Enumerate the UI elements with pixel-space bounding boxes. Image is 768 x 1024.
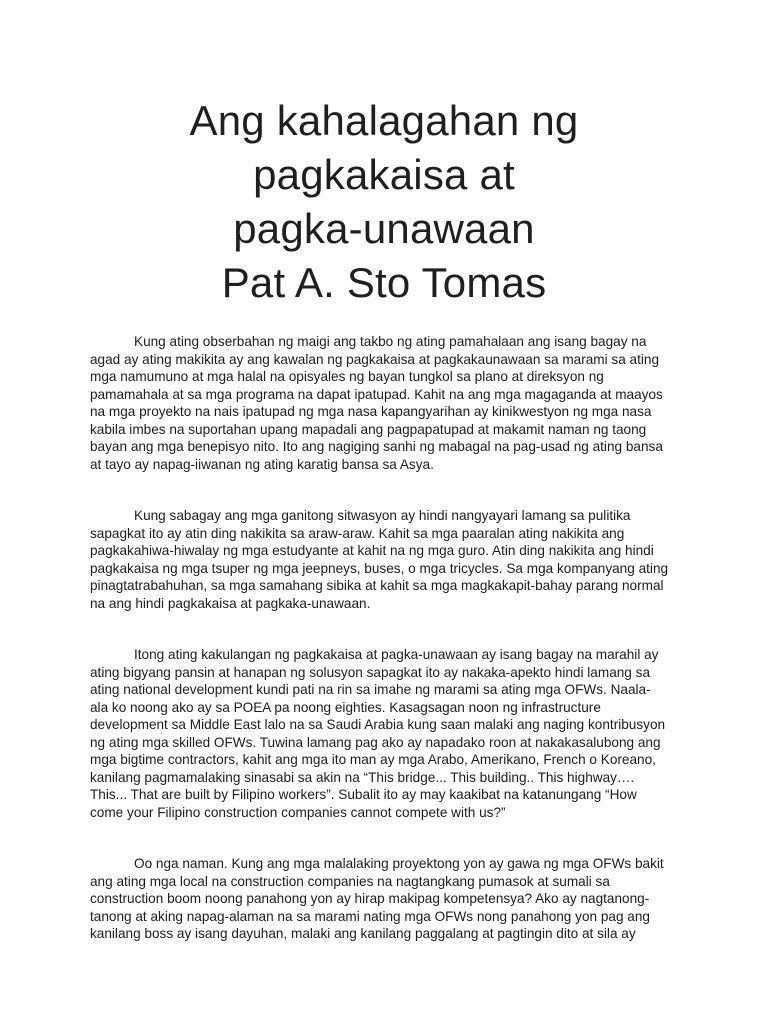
text-line: pagkakahiwa-hiwalay ng mga estudyante at kahit na ng mga guro. Atin ding nakikita ang hindi — [90, 543, 654, 558]
document-body — [90, 333, 690, 977]
text-line: Kung ating obserbahan ng maigi ang takbo ng ating pamahalaan ang isang bagay na — [134, 334, 647, 349]
text-line: ala ko noong ako ay sa POEA pa noong eighties. Kasagsagan noon ng infrastructure — [90, 699, 601, 715]
text-line: sapagkat ito ay atin ding nakikita sa araw-araw. Kahit sa mga paaralan ating nakikita ang — [90, 525, 625, 541]
paragraph-1 — [90, 333, 690, 473]
text-line: This... That are built by Filipino workers”. Subalit ito ay may kaakibat na katanungang “How — [90, 787, 637, 802]
text-line: mga namumuno at mga halal na opisyales ng bayan tungkol sa plano at direksyon ng — [90, 369, 604, 384]
title-line-2: pagkakaisa at — [253, 151, 515, 198]
text-line: pamamahala at sa mga programa na dapat ipatupad. Kahit na ang mga magaganda at maayos — [90, 386, 663, 402]
title-line-3: pagka-unawaan — [233, 205, 535, 252]
text-line: tanong at aking napag-alaman na sa marami nating mga OFWs nong panahong yon pag ang — [90, 908, 650, 924]
text-line: agad ay ating makikita ay ang kawalan ng pagkakaisa at pagkakaunawaan sa marami sa ating — [90, 351, 660, 367]
text-line: ang ating mga local na construction companies na nagtangkang pumasok at sumali sa — [90, 873, 610, 889]
text-line: pinagtatrabahuhan, sa mga samahang sibika at kahit sa mga magkakapit-bahay parang normal — [90, 578, 664, 593]
text-line: construction boom noong panahong yon ay hirap makipag kompetensya? Ako ay nagtanong- — [90, 891, 650, 906]
text-line: development sa Middle East lalo na sa Saudi Arabia kung saan malaki ang naging kontribusyon — [90, 717, 666, 732]
document-author: Pat A. Sto Tomas — [221, 259, 547, 306]
paragraph-4 — [90, 855, 690, 943]
paragraph-2 — [90, 507, 690, 612]
text-line: na ang hindi pagkakaisa at pagkaka-unawaan. — [90, 595, 371, 611]
text-line: at tayo ay napag-iiwanan ng ating karatig bansa sa Asya. — [90, 456, 434, 472]
text-line: bayan ang mga benepisyo nito. Ito ang nagiging sanhi ng mabagal na pag-usad ng ating bansa — [90, 439, 663, 454]
paragraph-3 — [90, 646, 690, 821]
text-line: Itong ating kakulangan ng pagkakaisa at pagka-unawaan ay isang bagay na marahil ay — [134, 647, 659, 662]
text-line: ating national development kundi pati na rin sa imahe ng marami sa ating mga OFWs. Naala- — [90, 682, 651, 697]
text-line: mga bigtime contractors, kahit ang mga ito man ay mga Arabo, Amerikano, French o Koreano, — [90, 752, 656, 767]
text-line: ng ating mga skilled OFWs. Tuwina lamang pag ako ay napadako roon at nakakasalubong ang — [90, 734, 661, 750]
text-line: kabila imbes na suportahan upang mapadali ang pagpapatupad at makamit naman ng taong — [90, 421, 647, 437]
text-line: Kung sabagay ang mga ganitong sitwasyon ay hindi nangyayari lamang sa pulitika — [134, 508, 631, 523]
title-line-1: Ang kahalagahan ng — [189, 97, 579, 144]
text-line: Oo nga naman. Kung ang mga malalaking proyektong yon ay gawa ng mga OFWs bakit — [134, 856, 664, 871]
document-title — [0, 94, 768, 310]
text-line: pagkakaisa ng mga tsuper ng mga jeepneys, buses, o mga tricycles. Sa mga kompanyang ating — [90, 560, 669, 576]
text-line: na mga proyekto na nais ipatupad ng mga nasa kapangyarihan ay kinikwestyon ng mga nasa — [90, 404, 652, 419]
text-line: kanilang pagmamalaking sinasabi sa akin na “This bridge... This building.. This highway…. — [90, 769, 635, 785]
text-line: ating bigyang pansin at hanapan ng solusyon sapagkat ito ay nakaka-apekto hindi lamang sa — [90, 664, 651, 680]
text-line: kanilang boss ay isang dayuhan, malaki ang kanilang paggalang at pagtingin dito at sila ay — [90, 926, 636, 941]
text-line: come your Filipino construction companies cannot compete with us?” — [90, 804, 506, 820]
